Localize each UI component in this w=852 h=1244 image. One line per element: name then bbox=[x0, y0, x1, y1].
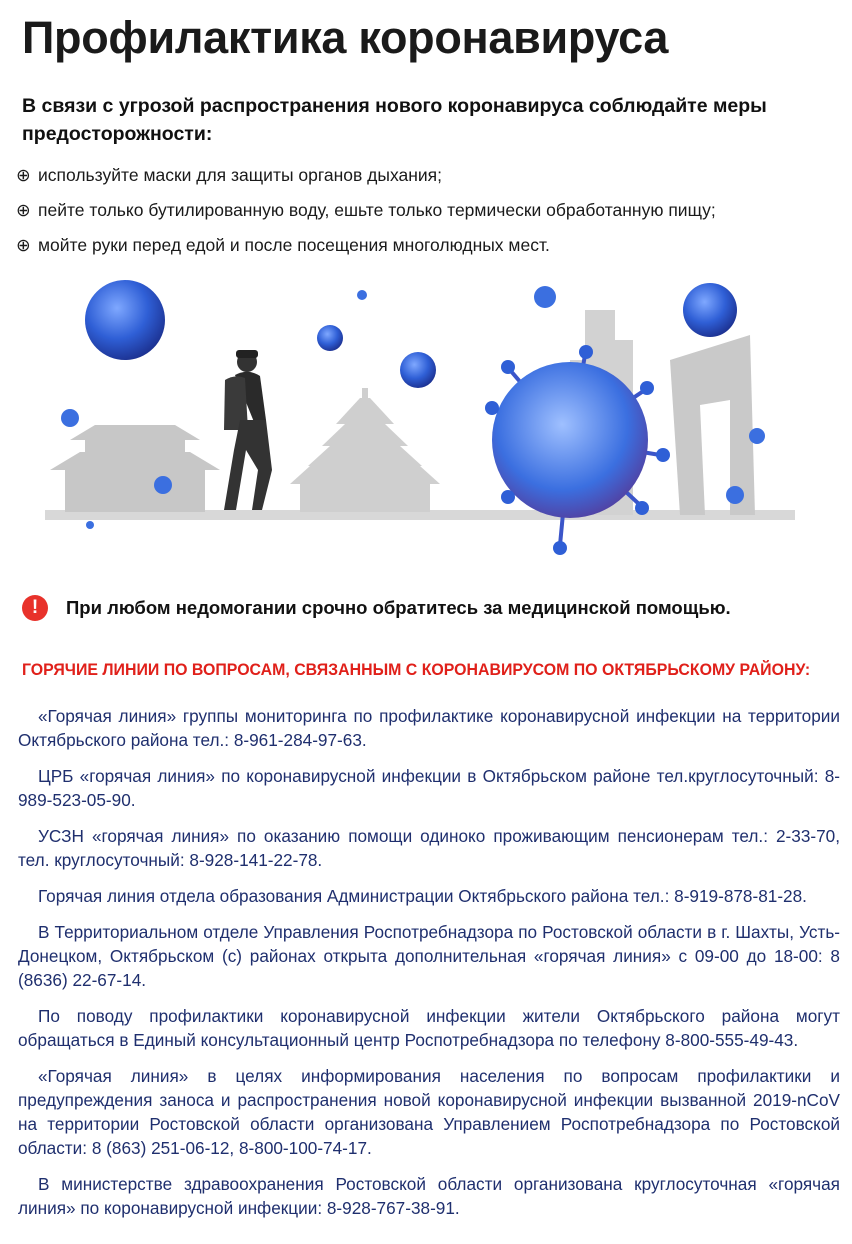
person-icon bbox=[224, 350, 272, 510]
hotline-paragraph: ЦРБ «горячая линия» по коронавирусной инфекции в Октябрьском районе тел.круглосуточный: 8-989-523-05-90. bbox=[18, 766, 840, 810]
cctv-building bbox=[670, 335, 755, 515]
lead-text: В связи с угрозой распространения нового коронавируса соблюдайте меры предосторожности: bbox=[22, 95, 767, 145]
plus-circle-icon: ⊕ bbox=[16, 235, 31, 255]
plus-circle-icon: ⊕ bbox=[16, 165, 31, 185]
warning-notice bbox=[22, 595, 731, 621]
list-item-text: используйте маски для защиты органов дыхания; bbox=[38, 165, 443, 185]
hotlines-list bbox=[18, 704, 840, 1232]
warning-text: При любом недомогании срочно обратитесь за медицинской помощью. bbox=[66, 597, 731, 618]
pagoda-left bbox=[50, 425, 220, 512]
hotline-paragraph: В Территориальном отделе Управления Роспотребнадзора по Ростовской области в г. Шахты, Усть-Донецком, Октябрьском (с) районах открыта дополнительная «горячая линия» с 09-00 до 18-00: 8 (8636) 22-67-14. bbox=[18, 922, 840, 990]
precaution-list bbox=[16, 158, 716, 263]
hotline-paragraph: Горячая линия отдела образования Администрации Октябрьского района тел.: 8-919-878-81-28. bbox=[38, 886, 807, 906]
hotlines-heading: ГОРЯЧИЕ ЛИНИИ ПО ВОПРОСАМ, СВЯЗАННЫМ С КОРОНАВИРУСОМ ПО ОКТЯБРЬСКОМУ РАЙОНУ: bbox=[22, 660, 811, 679]
list-item bbox=[16, 228, 716, 263]
hotline-paragraph: «Горячая линия» в целях информирования населения по вопросам профилактики и предупреждения заноса и распространения новой коронавирусной инфекции вызванной 2019-nCoV на территории Ростовской области организована Управлением Роспотребнадзора по Ростовской области: 8 (863) 251-06-12, 8-800-100-74-17. bbox=[18, 1066, 840, 1158]
list-item-text: пейте только бутилированную воду, ешьте только термически обработанную пищу; bbox=[38, 200, 716, 220]
hotline-paragraph: УСЗН «горячая линия» по оказанию помощи одиноко проживающим пенсионерам тел.: 2-33-70, тел. круглосуточный: 8-928-141-22-78. bbox=[18, 826, 840, 870]
list-item bbox=[16, 193, 716, 228]
hotline-paragraph: «Горячая линия» группы мониторинга по профилактике коронавирусной инфекции на территории Октябрьского района тел.: 8-961-284-97-63. bbox=[18, 706, 840, 750]
page-title: Профилактика коронавируса bbox=[22, 12, 669, 63]
coronavirus-illustration bbox=[40, 270, 820, 580]
exclamation-icon: ! bbox=[22, 595, 48, 621]
plus-circle-icon: ⊕ bbox=[16, 200, 31, 220]
list-item-text: мойте руки перед едой и после посещения многолюдных мест. bbox=[38, 235, 550, 255]
temple-center bbox=[290, 388, 440, 512]
hotline-paragraph: По поводу профилактики коронавирусной инфекции жители Октябрьского района могут обращаться в Единый консультационный центр Роспотребнадзора по телефону 8-800-555-49-43. bbox=[18, 1006, 840, 1050]
virus-large bbox=[485, 345, 670, 555]
list-item bbox=[16, 158, 716, 193]
hotline-paragraph: В министерстве здравоохранения Ростовской области организована круглосуточная «горячая линия» по коронавирусной инфекции: 8-928-767-38-91. bbox=[18, 1174, 840, 1218]
